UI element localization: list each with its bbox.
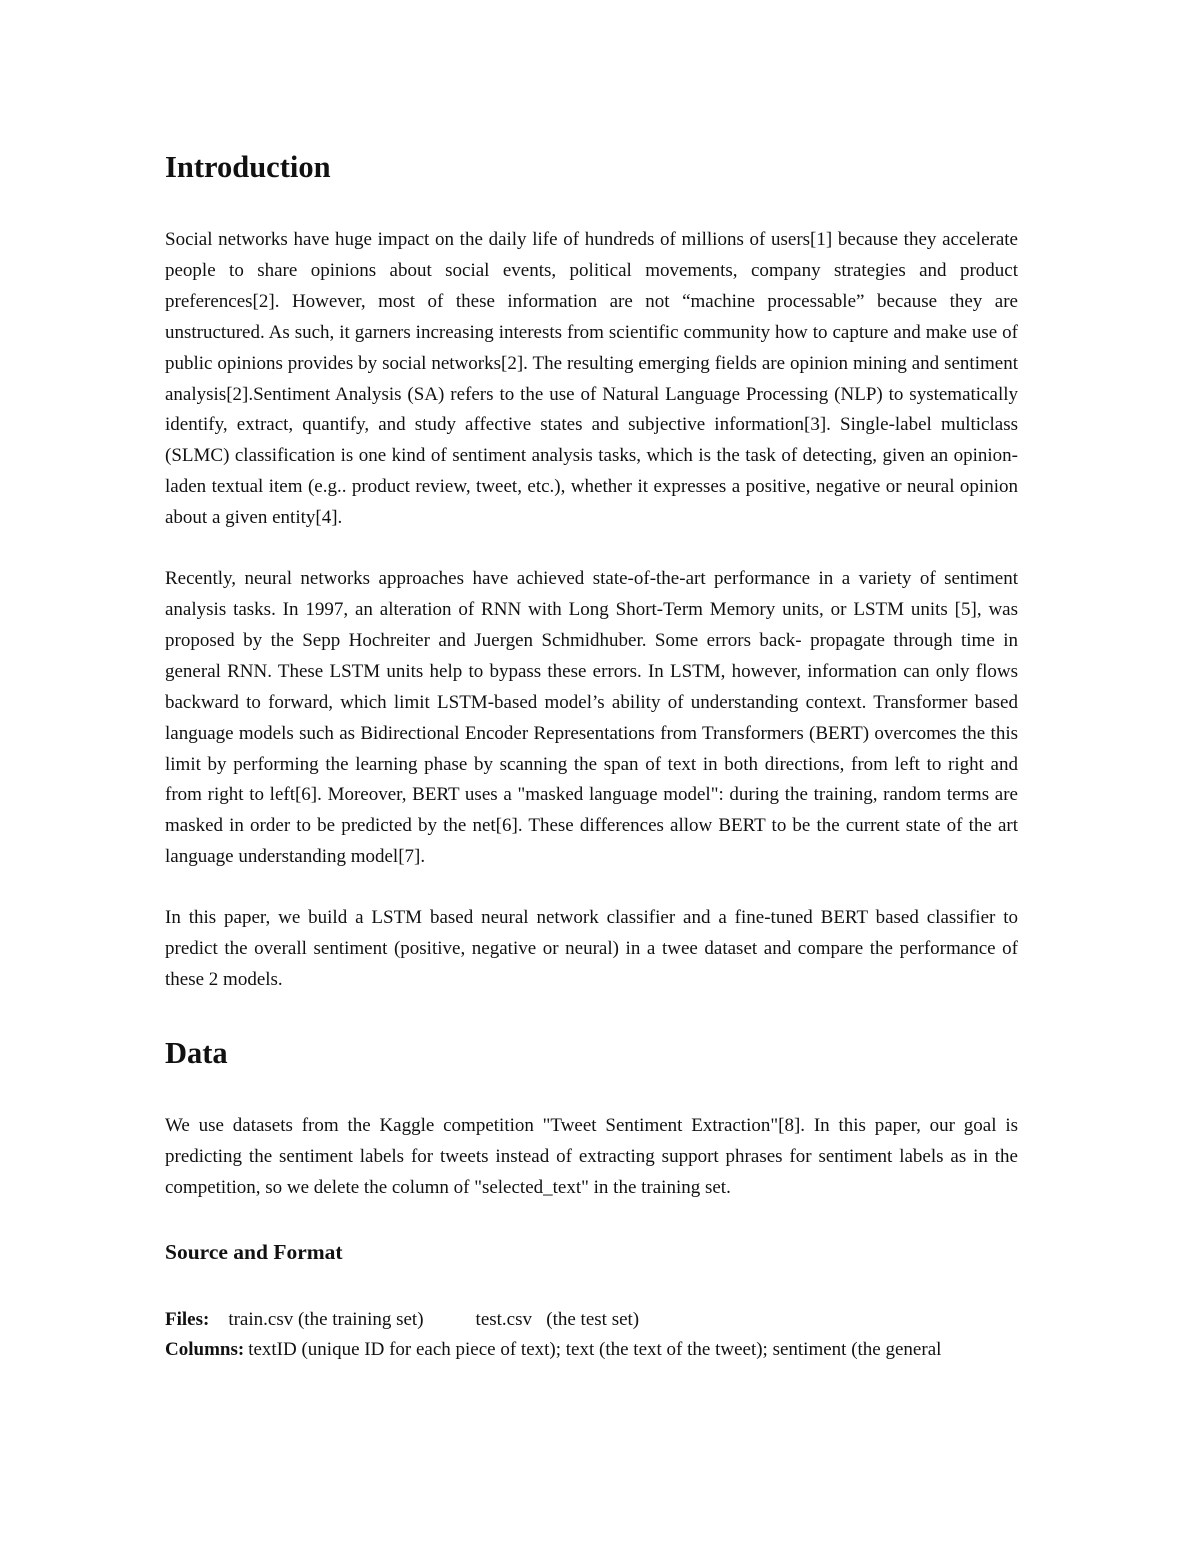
intro-paragraph-1: Social networks have huge impact on the daily life of hundreds of millions of users[1] because they accelerate people to share opinions about social events, political movements, company strategies and product preferences[2]. However, most of these information are not “machine processable” because they are unstructured. As such, it garners increasing interests from scientific community how to capture and make use of public opinions provides by social networks[2]. The resulting emerging fields are opinion mining and sentiment analysis[2].Sentiment Analysis (SA) refers to the use of Natural Language Processing (NLP) to systematically identify, extract, quantify, and study affective states and subjective information[3]. Single-label multiclass (SLMC) classification is one kind of sentiment analysis tasks, which is the task of detecting, given an opinion-laden textual item (e.g.. product review, tweet, etc.), whether it expresses a positive, negative or neural opinion about a given entity[4].	[165, 229, 1018, 529]
source-format-details	[165, 1305, 1018, 1367]
section-heading-introduction: Introduction	[165, 150, 331, 184]
file-train: train.csv (the training set)	[228, 1308, 424, 1330]
file-test: test.csv	[475, 1308, 533, 1330]
columns-line	[165, 1335, 1018, 1366]
files-label: Files:	[165, 1308, 210, 1330]
data-paragraph: We use datasets from the Kaggle competition "Tweet Sentiment Extraction"[8]. In this paper, our goal is predicting the sentiment labels for tweets instead of extracting support phrases for sentiment labels as in the competition, so we delete the column of "selected_text" in the training set.	[165, 1114, 1018, 1198]
section-heading-data: Data	[165, 1035, 228, 1070]
subsection-heading-source-format: Source and Format	[165, 1239, 343, 1264]
files-line	[165, 1305, 1018, 1336]
columns-text: textID (unique ID for each piece of text); text (the text of the tweet); sentiment (the general	[248, 1339, 942, 1361]
columns-label: Columns:	[165, 1339, 245, 1361]
intro-paragraph-3: In this paper, we build a LSTM based neural network classifier and a fine-tuned BERT based classifier to predict the overall sentiment (positive, negative or neural) in a twee dataset and compare the performance of these 2 models.	[165, 907, 1018, 990]
paper-page	[165, 147, 1018, 1366]
intro-paragraph-2: Recently, neural networks approaches have achieved state-of-the-art performance in a variety of sentiment analysis tasks. In 1997, an alteration of RNN with Long Short-Term Memory units, or LSTM units [5], was proposed by the Sepp Hochreiter and Juergen Schmidhuber. Some errors back- propagate through time in general RNN. These LSTM units help to bypass these errors. In LSTM, however, information can only flows backward to forward, which limit LSTM-based model’s ability of understanding context. Transformer based language models such as Bidirectional Encoder Representations from Transformers (BERT) overcomes the this limit by performing the learning phase by scanning the span of text in both directions, from left to right and from right to left[6]. Moreover, BERT uses a "masked language model": during the training, random terms are masked in order to be predicted by the net[6]. These differences allow BERT to be the current state of the art language understanding model[7].	[165, 568, 1018, 868]
file-test-description: (the test set)	[546, 1308, 640, 1330]
